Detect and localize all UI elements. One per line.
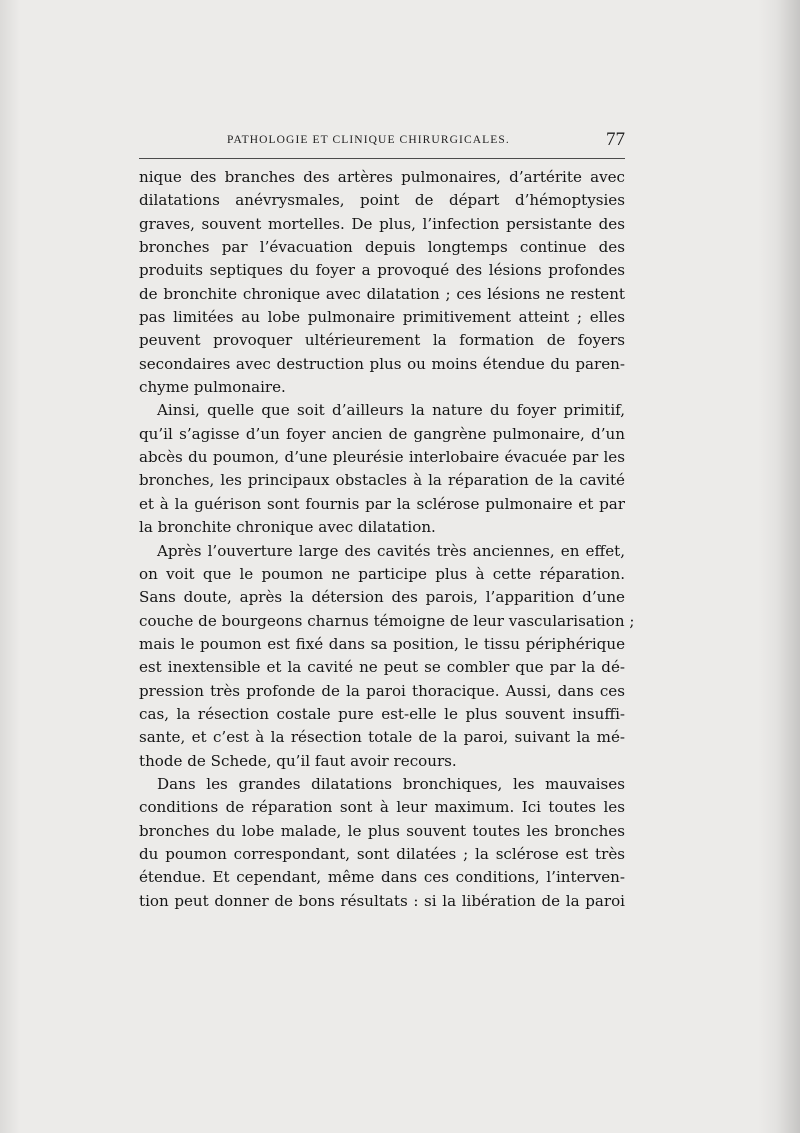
text-line: couche de bourgeons charnus témoigne de leur vascularisation ; — [139, 611, 635, 630]
text-line: conditions de réparation sont à leur maximum. Ici toutes les — [139, 798, 625, 817]
text-line: cas, la résection costale pure est-elle le plus souvent insuffi- — [139, 704, 625, 723]
text-line: Ainsi, quelle que soit d’ailleurs la nature du foyer primitif, — [157, 401, 625, 420]
text-line: thode de Schede, qu’il faut avoir recours. — [139, 751, 457, 770]
text-line: chyme pulmonaire. — [139, 378, 286, 397]
text-line: produits septiques du foyer a provoqué des lésions profondes — [139, 261, 625, 280]
text-line: nique des branches des artères pulmonaires, d’artérite avec — [139, 168, 625, 186]
header-rule — [139, 158, 625, 159]
text-line: on voit que le poumon ne participe plus à cette réparation. — [139, 564, 625, 583]
text-line: abcès du poumon, d’une pleurésie interlobaire évacuée par les — [139, 448, 625, 467]
page-header — [139, 129, 625, 158]
text-line: mais le poumon est fixé dans sa position, le tissu périphérique — [139, 634, 625, 653]
text-line: dilatations anévrysmales, point de départ d’hémoptysies — [139, 191, 625, 210]
paragraph-4 — [139, 773, 625, 913]
text-line: sante, et c’est à la résection totale de la paroi, suivant la mé- — [139, 728, 625, 747]
text-line: la bronchite chronique avec dilatation. — [139, 518, 436, 537]
text-line: pas limitées au lobe pulmonaire primitivement atteint ; elles — [139, 308, 625, 327]
text-line: bronches du lobe malade, le plus souvent toutes les bronches — [139, 821, 625, 840]
text-line: secondaires avec destruction plus ou moins étendue du paren- — [139, 354, 625, 373]
text-line: qu’il s’agisse d’un foyer ancien de gangrène pulmonaire, d’un — [139, 424, 625, 443]
running-title: PATHOLOGIE ET CLINIQUE CHIRURGICALES. — [227, 134, 510, 146]
text-line: bronches par l’évacuation depuis longtemps continue des — [139, 238, 625, 257]
page-left-shadow — [0, 0, 20, 1133]
text-line: Après l’ouverture large des cavités très anciennes, en effet, — [157, 541, 625, 560]
text-line: du poumon correspondant, sont dilatées ; la sclérose est très — [139, 844, 625, 863]
text-line: étendue. Et cependant, même dans ces conditions, l’interven- — [139, 868, 625, 887]
paragraph-2 — [139, 399, 625, 539]
paragraph-3 — [139, 540, 635, 773]
body-text — [139, 166, 635, 913]
text-line: est inextensible et la cavité ne peut se combler que par la dé- — [139, 658, 625, 677]
text-line: de bronchite chronique avec dilatation ; ces lésions ne restent — [139, 284, 625, 303]
text-line: tion peut donner de bons résultats : si la libération de la paroi — [139, 891, 625, 910]
text-line: et à la guérison sont fournis par la sclérose pulmonaire et par — [139, 494, 625, 513]
text-line: pression très profonde de la paroi thoracique. Aussi, dans ces — [139, 681, 625, 700]
text-line: Sans doute, après la détersion des parois, l’apparition d’une — [139, 588, 625, 607]
text-line: peuvent provoquer ultérieurement la formation de foyers — [139, 331, 625, 350]
paragraph-1 — [139, 166, 625, 399]
text-line: bronches, les principaux obstacles à la réparation de la cavité — [139, 471, 625, 490]
page-number: 77 — [606, 129, 625, 150]
text-line: Dans les grandes dilatations bronchiques, les mauvaises — [157, 774, 625, 793]
page-right-edge-shadow — [758, 0, 800, 1133]
text-line: graves, souvent mortelles. De plus, l’infection persistante des — [139, 214, 625, 233]
